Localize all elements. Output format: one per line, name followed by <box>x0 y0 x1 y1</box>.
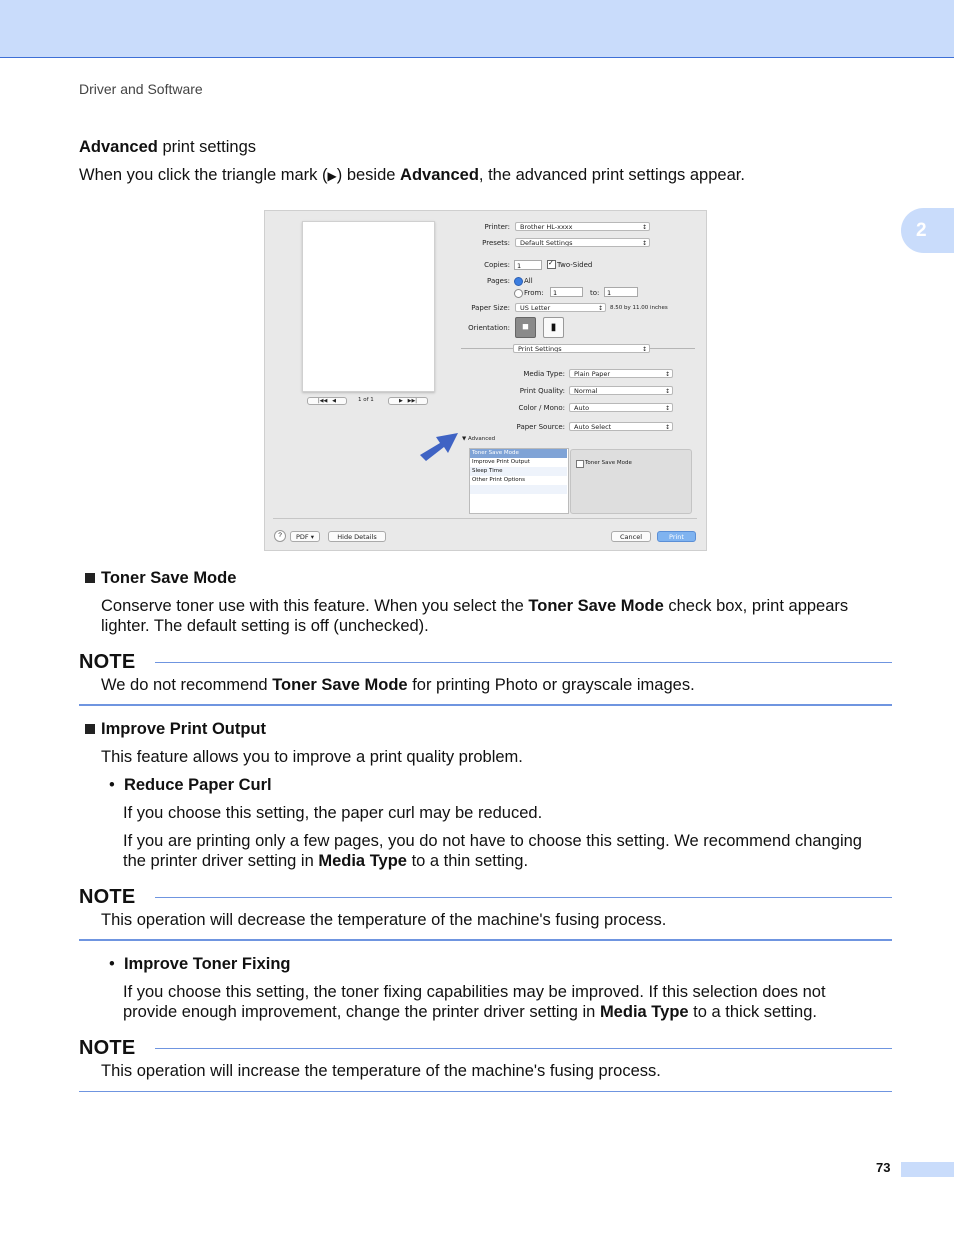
two-sided-checkbox[interactable]: ✓ <box>547 260 556 269</box>
square-bullet-icon <box>85 724 95 734</box>
note-heading: NOTE <box>79 651 136 673</box>
advanced-list-empty-row <box>470 485 567 494</box>
pdf-menu-button[interactable]: PDF ▾ <box>290 531 320 542</box>
note-heading: NOTE <box>79 1037 136 1059</box>
printer-label: Printer: <box>484 223 510 231</box>
two-sided-label: Two-Sided <box>557 261 593 269</box>
note1-text-bold: Toner Save Mode <box>272 676 408 694</box>
page-number: 73 <box>876 1160 891 1175</box>
fixing-text-bold: Media Type <box>599 1003 689 1021</box>
note3-text: This operation will increase the temperature of the machine's fusing process. <box>101 1062 661 1080</box>
running-header: Driver and Software <box>79 81 203 97</box>
advanced-list-empty-row <box>470 494 567 503</box>
fixing-subheading <box>109 954 291 974</box>
paper-dimensions: 8.50 by 11.00 inches <box>610 305 668 311</box>
pages-from-radio[interactable] <box>514 289 523 298</box>
print-quality-label: Print Quality: <box>519 387 565 395</box>
toner-text-1: Conserve toner use with this feature. When you select the <box>101 597 529 615</box>
intro-text-2: ) beside <box>336 166 401 184</box>
print-quality-popup[interactable]: Normal ↕ <box>569 386 673 395</box>
toner-title: Toner Save Mode <box>101 569 237 587</box>
improve-title: Improve Print Output <box>101 720 266 738</box>
advanced-list-item[interactable]: Toner Save Mode <box>470 449 567 458</box>
improve-heading <box>85 719 266 739</box>
hide-details-button[interactable]: Hide Details <box>328 531 386 542</box>
advanced-list-item[interactable]: Improve Print Output <box>472 459 530 465</box>
toner-heading <box>85 568 236 588</box>
portrait-orientation-button[interactable]: ■ <box>515 317 536 338</box>
curl-text-2: the printer driver setting in <box>123 852 319 870</box>
advanced-disclosure[interactable] <box>462 436 495 442</box>
square-bullet-icon <box>85 573 95 583</box>
first-prev-page-buttons[interactable]: |◀◀ ◀ <box>307 397 347 405</box>
paper-size-label: Paper Size: <box>471 304 510 312</box>
note1-text-1: We do not recommend <box>101 676 273 694</box>
from-field[interactable]: 1 <box>550 287 583 297</box>
round-bullet-icon: • <box>109 955 115 973</box>
curl-text-1: If you are printing only a few pages, you do not have to choose this setting. We recommend changing <box>123 832 862 850</box>
printer-popup[interactable]: Brother HL-xxxx ↕ <box>515 222 650 231</box>
panel-popup[interactable]: Print Settings ↕ <box>513 344 650 353</box>
intro-bold: Advanced <box>400 166 479 184</box>
media-type-label: Media Type: <box>523 370 565 378</box>
note-rule <box>155 897 892 898</box>
header-band <box>0 0 954 58</box>
note2-text: This operation will decrease the temperature of the machine's fusing process. <box>101 911 667 929</box>
curl-paragraph-1: If you choose this setting, the paper curl may be reduced. <box>123 804 543 822</box>
intro-paragraph <box>79 165 745 186</box>
toner-save-checkbox[interactable] <box>576 460 584 468</box>
intro-text-1: When you click the triangle mark ( <box>79 166 328 184</box>
to-label: to: <box>590 289 600 297</box>
advanced-list-item[interactable]: Other Print Options <box>472 477 525 483</box>
color-mono-popup[interactable]: Auto ↕ <box>569 403 673 412</box>
advanced-label: Advanced <box>467 436 496 442</box>
cancel-button[interactable]: Cancel <box>611 531 651 542</box>
paper-source-label: Paper Source: <box>516 423 565 431</box>
note-heading: NOTE <box>79 886 136 908</box>
note-bottom-rule <box>79 1091 892 1092</box>
round-bullet-icon: • <box>109 776 115 794</box>
copies-field[interactable]: 1 <box>514 260 542 270</box>
pages-all-radio[interactable] <box>514 277 523 286</box>
print-dialog-screenshot <box>264 210 707 551</box>
note1-text-2: for printing Photo or grayscale images. <box>407 676 695 694</box>
advanced-list-item[interactable]: Sleep Time <box>470 467 567 476</box>
chapter-tab: 2 <box>901 208 954 253</box>
copies-label: Copies: <box>484 261 510 269</box>
paper-size-popup[interactable]: US Letter ↕ <box>515 303 606 312</box>
fixing-text-1: If you choose this setting, the toner fixing capabilities may be improved. If this selection does not <box>123 983 826 1001</box>
landscape-orientation-button[interactable]: ▮ <box>543 317 564 338</box>
intro-text-3: , the advanced print settings appear. <box>478 166 745 184</box>
toner-paragraph <box>101 596 901 636</box>
pages-label: Pages: <box>487 277 510 285</box>
toner-text-2: check box, print appears <box>663 597 849 615</box>
curl-subheading <box>109 775 272 795</box>
fixing-text-2: provide enough improvement, change the printer driver setting in <box>123 1003 600 1021</box>
to-field[interactable]: 1 <box>604 287 638 297</box>
disclosure-triangle-icon: ▼ <box>462 436 467 442</box>
curl-title: Reduce Paper Curl <box>123 776 272 794</box>
note-bottom-rule <box>79 704 892 706</box>
advanced-list[interactable] <box>469 448 569 514</box>
help-button[interactable]: ? <box>274 530 286 542</box>
presets-popup[interactable]: Default Settings ↕ <box>515 238 650 247</box>
curl-text-3: to a thin setting. <box>406 852 529 870</box>
media-type-popup[interactable]: Plain Paper ↕ <box>569 369 673 378</box>
print-button[interactable]: Print <box>657 531 696 542</box>
advanced-options-pane <box>570 449 692 514</box>
footer-accent-bar <box>901 1162 954 1177</box>
curl-paragraph-2 <box>123 831 913 871</box>
note-bottom-rule <box>79 939 892 941</box>
bottom-separator <box>273 518 697 519</box>
note-rule <box>155 662 892 663</box>
toner-text-bold: Toner Save Mode <box>528 597 664 615</box>
section-heading-bold: Advanced <box>79 138 158 156</box>
triangle-icon: ▶ <box>327 169 337 183</box>
note1-text <box>101 675 695 695</box>
toner-text-3: lighter. The default setting is off (unchecked). <box>101 617 429 635</box>
page-counter: 1 of 1 <box>358 397 374 403</box>
pages-all-label: All <box>524 277 533 285</box>
from-label: From: <box>524 289 544 297</box>
section-heading <box>79 137 256 157</box>
section-heading-rest: print settings <box>157 138 256 156</box>
pointer-arrow-icon <box>418 429 460 465</box>
color-mono-label: Color / Mono: <box>518 404 565 412</box>
toner-save-checkbox-label: Toner Save Mode <box>585 460 632 466</box>
curl-text-bold: Media Type <box>318 852 407 870</box>
improve-description: This feature allows you to improve a print quality problem. <box>101 748 523 766</box>
orientation-label: Orientation: <box>468 324 510 332</box>
presets-label: Presets: <box>482 239 510 247</box>
next-last-page-buttons[interactable]: ▶ ▶▶| <box>388 397 428 405</box>
fixing-paragraph <box>123 982 913 1022</box>
page-preview <box>302 221 435 392</box>
paper-source-popup[interactable]: Auto Select ↕ <box>569 422 673 431</box>
fixing-title: Improve Toner Fixing <box>123 955 291 973</box>
note-rule <box>155 1048 892 1049</box>
fixing-text-3: to a thick setting. <box>688 1003 817 1021</box>
